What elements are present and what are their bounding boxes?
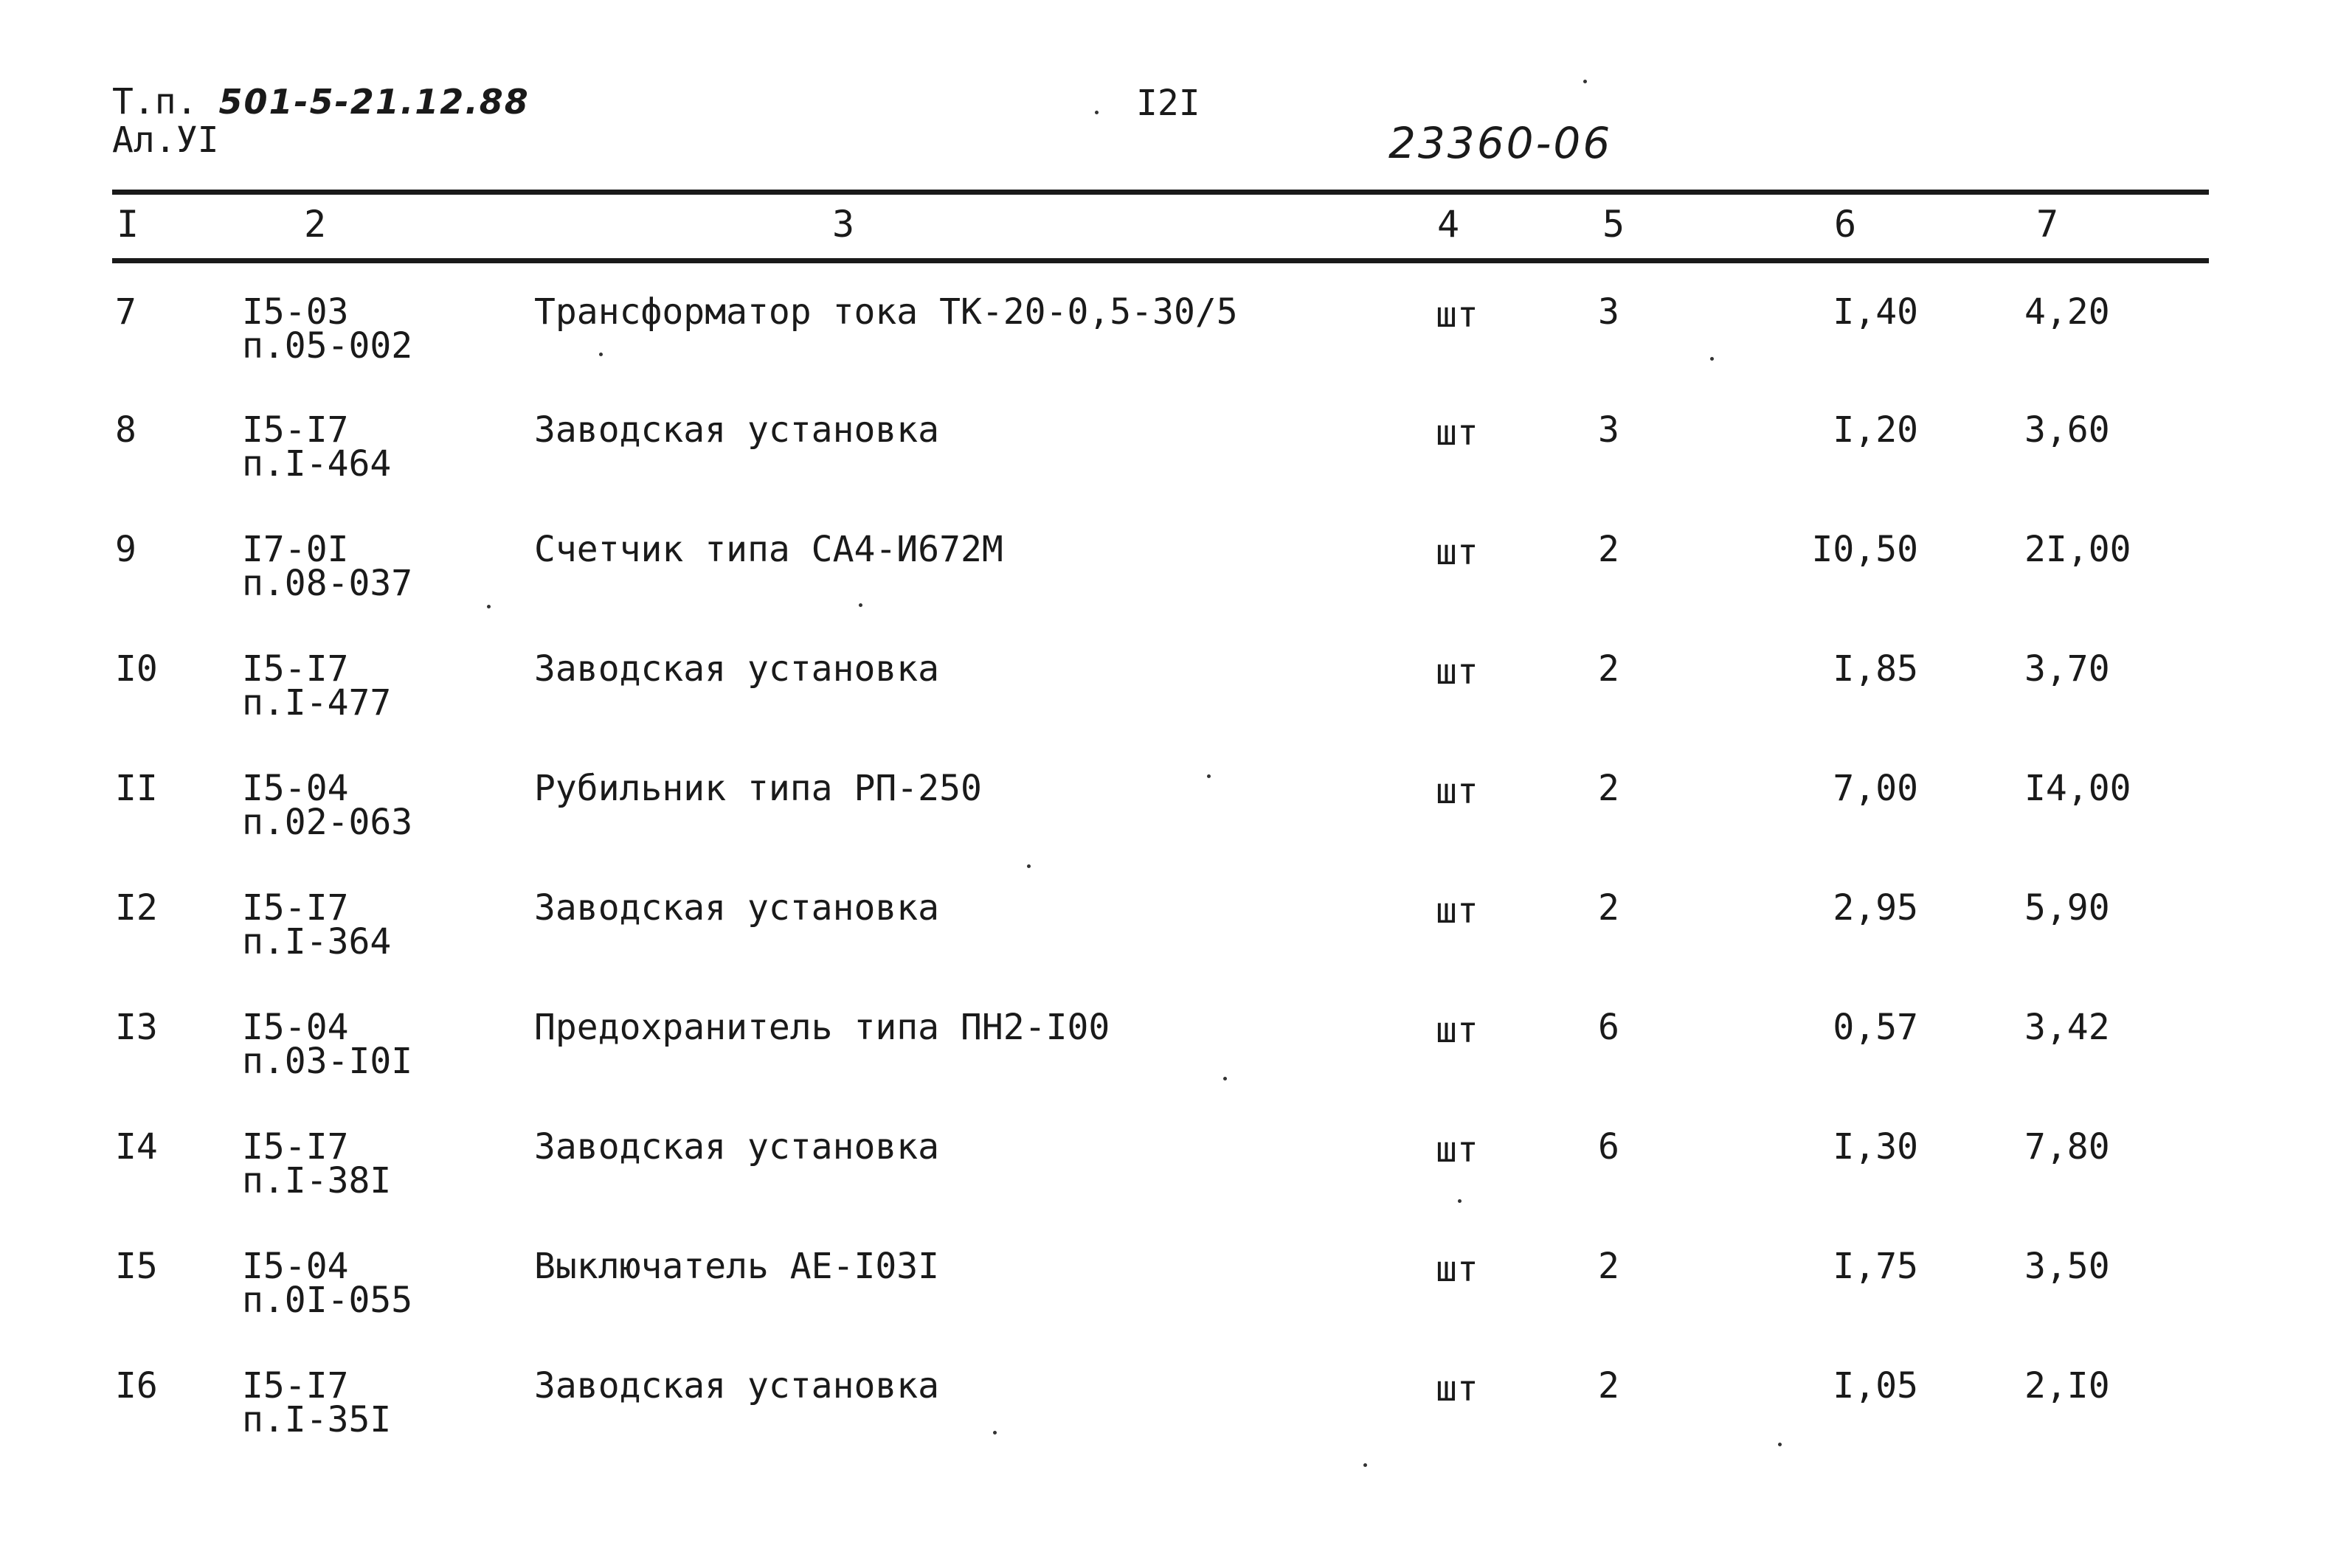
unit-price: I,30 [1833, 1126, 1918, 1168]
table-row [0, 1126, 2352, 1248]
quantity: 2 [1598, 1365, 1619, 1406]
unit-price: I,85 [1833, 648, 1918, 690]
row-number: II [115, 768, 158, 809]
unit-price: I,20 [1833, 409, 1918, 451]
pricing-code-line1: I5-04 [242, 1007, 349, 1048]
total-cost: 2I,00 [2024, 529, 2131, 570]
column-header-7: 7 [2036, 203, 2059, 246]
pricing-code [242, 887, 392, 962]
pricing-code [242, 1126, 392, 1201]
pricing-code-line1: I7-0I [242, 529, 349, 570]
item-name: Заводская установка [534, 409, 940, 451]
pricing-code-line1: I5-I7 [242, 1365, 349, 1406]
item-name: Заводская установка [534, 887, 940, 929]
pricing-code-line2: п.0I-055 [242, 1280, 413, 1321]
table-row [0, 1007, 2352, 1128]
row-number: I2 [115, 887, 158, 929]
pricing-code-line2: п.I-464 [242, 443, 392, 485]
item-name: Рубильник типа РП-250 [534, 768, 982, 809]
table-header-rule [112, 258, 2209, 263]
column-header-3: 3 [832, 203, 855, 246]
scan-speck [859, 603, 862, 607]
unit: шт [1436, 1249, 1478, 1290]
pricing-code [242, 1365, 392, 1440]
total-cost: 3,50 [2024, 1246, 2110, 1287]
scan-speck [1710, 357, 1714, 361]
unit: шт [1436, 1129, 1478, 1170]
total-cost: 5,90 [2024, 887, 2110, 929]
column-header-5: 5 [1602, 203, 1625, 246]
item-name: Заводская установка [534, 1126, 940, 1168]
quantity: 6 [1598, 1126, 1619, 1168]
unit: шт [1436, 1368, 1478, 1409]
table-row [0, 409, 2352, 531]
total-cost: 3,60 [2024, 409, 2110, 451]
total-cost: 3,70 [2024, 648, 2110, 690]
total-cost: 2,I0 [2024, 1365, 2110, 1406]
unit: шт [1436, 412, 1478, 454]
quantity: 2 [1598, 768, 1619, 809]
unit-price: 2,95 [1833, 887, 1918, 929]
column-header-2: 2 [304, 203, 327, 246]
pricing-code [242, 1246, 413, 1321]
unit: шт [1436, 294, 1478, 336]
unit-price: I,40 [1833, 291, 1918, 333]
item-name: Предохранитель типа ПН2-I00 [534, 1007, 1110, 1048]
pricing-code [242, 291, 413, 367]
pricing-code [242, 529, 413, 604]
row-number: I4 [115, 1126, 158, 1168]
scan-speck [1363, 1463, 1367, 1467]
scan-speck [993, 1431, 997, 1435]
pricing-code-line1: I5-I7 [242, 1126, 349, 1168]
item-name: Заводская установка [534, 648, 940, 690]
pricing-code [242, 648, 392, 724]
pricing-code-line2: п.08-037 [242, 563, 413, 604]
pricing-code-line2: п.I-38I [242, 1160, 392, 1201]
row-number: 7 [115, 291, 136, 333]
scan-speck [1223, 1077, 1227, 1080]
pricing-code-line2: п.I-35I [242, 1399, 392, 1440]
pricing-code-line1: I5-I7 [242, 887, 349, 929]
total-cost: I4,00 [2024, 768, 2131, 809]
column-header-1: I [117, 203, 139, 246]
quantity: 3 [1598, 291, 1619, 333]
quantity: 2 [1598, 529, 1619, 570]
standard-project-prefix: Т.п. [112, 81, 198, 122]
row-number: I0 [115, 648, 158, 690]
standard-project-line [112, 83, 530, 121]
table-row [0, 529, 2352, 651]
total-cost: 3,42 [2024, 1007, 2110, 1048]
table-row [0, 291, 2352, 413]
scan-speck [1458, 1199, 1462, 1203]
pricing-code [242, 768, 413, 843]
pricing-code-line1: I5-04 [242, 768, 349, 809]
column-header-6: 6 [1834, 203, 1857, 246]
pricing-code [242, 409, 392, 485]
scan-speck [1027, 864, 1031, 868]
scan-speck [1778, 1443, 1782, 1446]
item-name: Выключатель АЕ-I03I [534, 1246, 940, 1287]
unit-price: I,05 [1833, 1365, 1918, 1406]
quantity: 2 [1598, 887, 1619, 929]
item-name: Заводская установка [534, 1365, 940, 1406]
unit: шт [1436, 771, 1478, 812]
pricing-code-line2: п.I-477 [242, 682, 392, 724]
scan-speck [487, 605, 491, 608]
unit: шт [1436, 890, 1478, 932]
table-top-rule [112, 190, 2209, 195]
unit-price: I0,50 [1811, 529, 1918, 570]
page-number: I2I [1136, 83, 1200, 124]
pricing-code-line2: п.05-002 [242, 325, 413, 367]
item-name: Трансформатор тока ТК-20-0,5-30/5 [534, 291, 1238, 333]
pricing-code-line2: п.03-I0I [242, 1041, 413, 1082]
row-number: 8 [115, 409, 136, 451]
unit: шт [1436, 1010, 1478, 1051]
unit: шт [1436, 651, 1478, 693]
table-row [0, 1246, 2352, 1367]
total-cost: 7,80 [2024, 1126, 2110, 1168]
unit-price: 7,00 [1833, 768, 1918, 809]
document-code: 23360-06 [1388, 118, 1613, 168]
pricing-code-line1: I5-04 [242, 1246, 349, 1287]
pricing-code-line2: п.I-364 [242, 921, 392, 962]
standard-project-number: 501-5-21.12.88 [218, 82, 530, 122]
quantity: 6 [1598, 1007, 1619, 1048]
pricing-code-line2: п.02-063 [242, 802, 413, 843]
pricing-code-line1: I5-I7 [242, 409, 349, 451]
unit: шт [1436, 532, 1478, 573]
column-header-4: 4 [1437, 203, 1460, 246]
quantity: 2 [1598, 648, 1619, 690]
row-number: 9 [115, 529, 136, 570]
scan-speck [1583, 80, 1587, 83]
quantity: 2 [1598, 1246, 1619, 1287]
scan-speck [1207, 774, 1211, 778]
pricing-code-line1: I5-03 [242, 291, 349, 333]
quantity: 3 [1598, 409, 1619, 451]
table-row [0, 887, 2352, 1009]
total-cost: 4,20 [2024, 291, 2110, 333]
pricing-code-line1: I5-I7 [242, 648, 349, 690]
item-name: Счетчик типа СА4-И672М [534, 529, 1003, 570]
unit-price: I,75 [1833, 1246, 1918, 1287]
album-label: Ал.УI [112, 119, 219, 161]
unit-price: 0,57 [1833, 1007, 1918, 1048]
scan-speck [1095, 111, 1099, 114]
table-row [0, 1365, 2352, 1487]
pricing-code [242, 1007, 413, 1082]
document-header-left [112, 83, 530, 159]
scan-speck [599, 353, 603, 356]
row-number: I6 [115, 1365, 158, 1406]
table-row [0, 648, 2352, 770]
row-number: I3 [115, 1007, 158, 1048]
row-number: I5 [115, 1246, 158, 1287]
table-row [0, 768, 2352, 889]
